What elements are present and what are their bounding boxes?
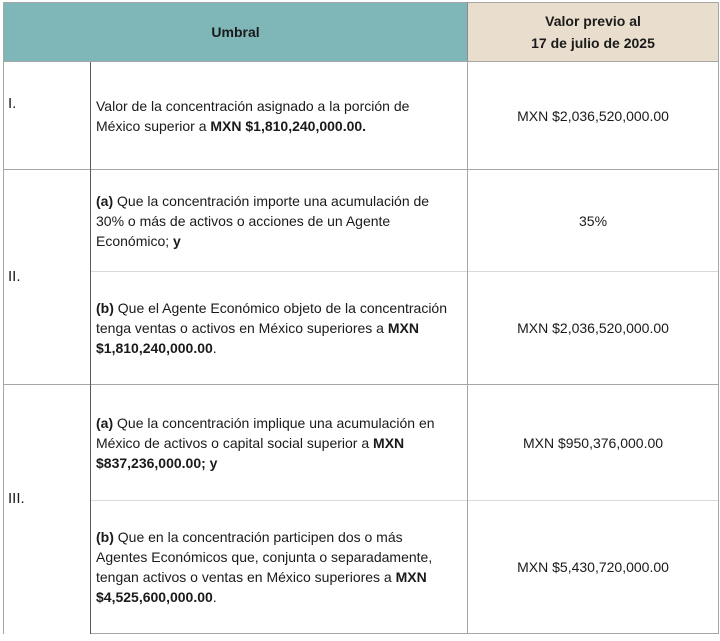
threshold-text <box>91 385 468 501</box>
table-row <box>4 170 719 272</box>
threshold-value: 35% <box>468 170 719 272</box>
table-row <box>4 62 719 170</box>
header-umbral: Umbral <box>4 3 468 62</box>
row-numeral: II. <box>4 170 91 385</box>
bold-text-segment: MXN $837,236,000.00; y <box>96 434 405 471</box>
bold-text-segment: MXN $1,810,240,000.00 <box>96 320 419 356</box>
bold-text-segment: MXN $4,525,600,000.00 <box>96 569 427 605</box>
text-segment: Valor de la concentración asignado a la porción de México superior a <box>96 97 410 134</box>
threshold-value: MXN $2,036,520,000.00 <box>468 62 719 170</box>
bold-text-segment: y <box>173 232 181 249</box>
threshold-text <box>91 62 468 170</box>
text-segment: . <box>212 589 217 605</box>
header-valor-line2: 17 de julio de 2025 <box>531 35 655 51</box>
threshold-text <box>91 272 468 385</box>
text-segment: . <box>212 340 217 356</box>
text-segment: Que la concentración implique una acumulación en México de activos o capital social superior a <box>96 414 435 451</box>
text-segment: Que el Agente Económico objeto de la concentración tenga ventas o activos en México superiores a <box>96 300 447 336</box>
threshold-text <box>91 170 468 272</box>
text-segment: Que en la concentración participen dos o más Agentes Económicos que, conjunta o separadamente, tengan activos o ventas en México superiores a <box>96 529 433 585</box>
row-numeral: III. <box>4 385 91 634</box>
bold-text-segment: (a) <box>96 192 114 209</box>
bold-text-segment: MXN $1,810,240,000.00. <box>210 117 367 134</box>
threshold-value: MXN $5,430,720,000.00 <box>468 501 719 634</box>
bold-text-segment: (b) <box>96 529 114 545</box>
header-valor-previo <box>468 3 719 62</box>
row-numeral: I. <box>4 62 91 170</box>
table-header-row <box>4 3 719 62</box>
bold-text-segment: (a) <box>96 414 114 431</box>
table-row <box>4 501 719 634</box>
threshold-value: MXN $950,376,000.00 <box>468 385 719 501</box>
bold-text-segment: (b) <box>96 300 114 316</box>
thresholds-table <box>3 2 719 634</box>
table-row <box>4 272 719 385</box>
threshold-text <box>91 501 468 634</box>
table-row <box>4 385 719 501</box>
text-segment: Que la concentración importe una acumulación de 30% o más de activos o acciones de un Agente Económico; <box>96 192 430 249</box>
threshold-value: MXN $2,036,520,000.00 <box>468 272 719 385</box>
header-valor-line1: Valor previo al <box>545 13 641 29</box>
